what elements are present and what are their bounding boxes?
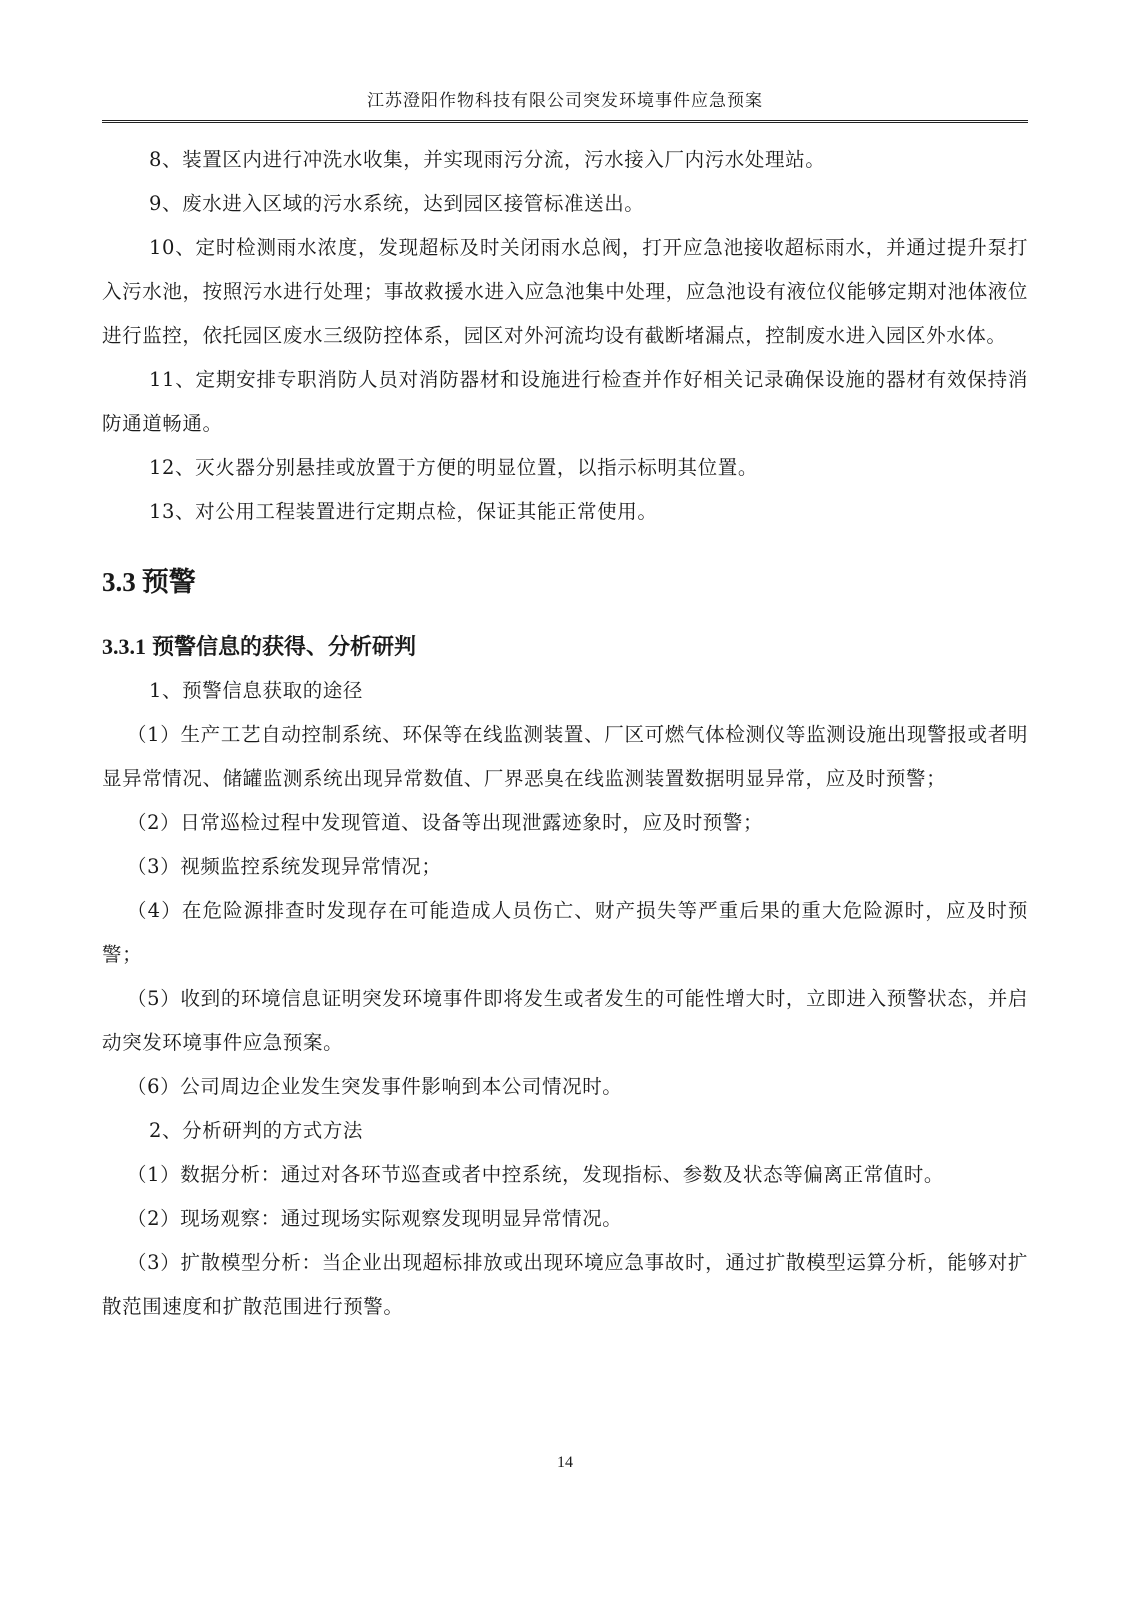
paragraph-item-8: 8、装置区内进行冲洗水收集，并实现雨污分流，污水接入厂内污水处理站。	[149, 148, 826, 171]
list-heading-1: 1、预警信息获取的途径	[149, 679, 364, 702]
list-item: （2）日常巡检过程中发现管道、设备等出现泄露迹象时，应及时预警；	[127, 811, 764, 834]
section-title: 预警	[141, 567, 196, 598]
subsection-number: 3.3.1	[102, 634, 146, 659]
list-item: （3）视频监控系统发现异常情况；	[127, 855, 442, 878]
paragraph-item-13: 13、对公用工程装置进行定期点检，保证其能正常使用。	[149, 500, 658, 523]
subsection-title: 预警信息的获得、分析研判	[152, 634, 417, 660]
page-header	[102, 86, 1028, 123]
section-heading	[102, 560, 1028, 605]
document-title: 江苏澄阳作物科技有限公司突发环境事件应急预案	[367, 91, 763, 111]
paragraph-item-9: 9、废水进入区域的污水系统，达到园区接管标准送出。	[149, 192, 645, 215]
list-heading-2: 2、分析研判的方式方法	[149, 1119, 364, 1142]
list-item: （3）扩散模型分析：当企业出现超标排放或出现环境应急事故时，通过扩散模型运算分析，能够对扩散范围速度和扩散范围进行预警。	[102, 1251, 1028, 1318]
list-item: （2）现场观察：通过现场实际观察发现明显异常情况。	[127, 1207, 623, 1230]
list-item: （1）数据分析：通过对各环节巡查或者中控系统，发现指标、参数及状态等偏离正常值时。	[127, 1163, 945, 1186]
paragraph-item-12: 12、灭火器分别悬挂或放置于方便的明显位置，以指示标明其位置。	[149, 456, 758, 479]
subsection-heading	[102, 625, 1028, 669]
list-item: （6）公司周边企业发生突发事件影响到本公司情况时。	[127, 1075, 623, 1098]
list-item: （4）在危险源排查时发现存在可能造成人员伤亡、财产损失等严重后果的重大危险源时，应及时预警；	[102, 899, 1028, 966]
section-number: 3.3	[102, 567, 136, 597]
paragraph-item-10: 10、定时检测雨水浓度，发现超标及时关闭雨水总阀，打开应急池接收超标雨水，并通过提升泵打入污水池，按照污水进行处理；事故救援水进入应急池集中处理，应急池设有液位仪能够定期对池体液位进行监控，依托园区废水三级防控体系，园区对外河流均设有截断堵漏点，控制废水进入园区外水体。	[102, 236, 1028, 347]
list-item: （1）生产工艺自动控制系统、环保等在线监测装置、厂区可燃气体检测仪等监测设施出现警报或者明显异常情况、储罐监测系统出现异常数值、厂界恶臭在线监测装置数据明显异常，应及时预警；	[102, 723, 1028, 790]
list-item: （5）收到的环境信息证明突发环境事件即将发生或者发生的可能性增大时，立即进入预警状态，并启动突发环境事件应急预案。	[102, 987, 1028, 1054]
paragraph-item-11: 11、定期安排专职消防人员对消防器材和设施进行检查并作好相关记录确保设施的器材有效保持消防通道畅通。	[102, 368, 1028, 435]
page-number: 14	[557, 1454, 573, 1471]
page-content	[102, 138, 1028, 1329]
